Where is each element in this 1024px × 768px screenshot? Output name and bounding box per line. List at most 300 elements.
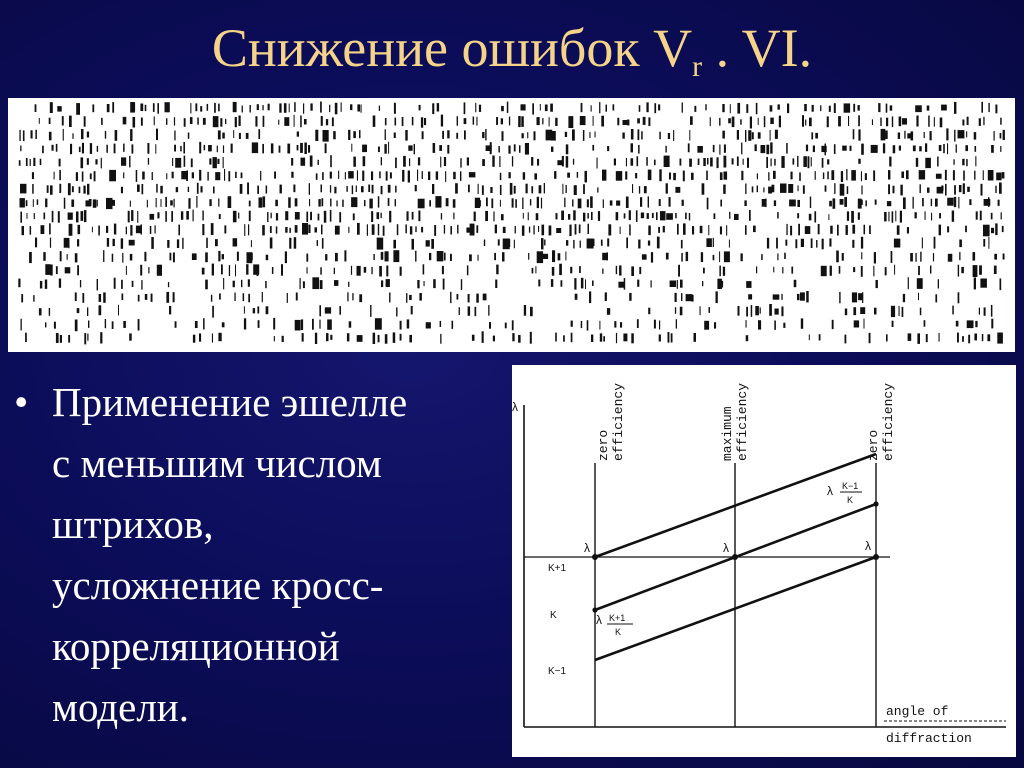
spectrum-line	[575, 294, 578, 300]
spectrum-line	[789, 200, 796, 207]
spectrum-line	[1000, 118, 1002, 125]
spectrum-line	[99, 294, 102, 302]
bullet-line: корреляционной	[52, 623, 340, 669]
spectrum-line	[45, 264, 50, 275]
spectrum-line	[536, 213, 539, 220]
spectrum-line	[581, 321, 583, 328]
spectrum-line	[219, 293, 221, 299]
spectrum-line	[845, 309, 847, 316]
spectrum-line	[907, 133, 910, 138]
spectrum-line	[809, 118, 812, 127]
spectrum-line	[556, 228, 561, 233]
spectrum-line	[107, 238, 109, 247]
spectrum-line	[707, 198, 709, 210]
spectrum-line	[903, 294, 905, 302]
spectrum-line	[223, 278, 224, 289]
spectrum-line	[266, 255, 269, 261]
spectrum-line	[457, 294, 459, 300]
spectrum-line	[133, 117, 136, 128]
spectrum-line	[321, 116, 323, 126]
spectrum-line	[84, 333, 86, 344]
spectrum-line	[570, 267, 572, 274]
spectrum-line	[214, 103, 216, 113]
spectrum-line	[700, 306, 701, 315]
spectrum-line	[692, 226, 694, 234]
spectrum-line	[803, 156, 807, 167]
spectrum-line	[974, 278, 976, 290]
spectrum-line	[442, 131, 444, 139]
spectrum-line	[40, 281, 42, 289]
spectrum-line	[677, 280, 678, 289]
spectrum-line	[682, 200, 684, 206]
spectrum-line	[719, 251, 720, 262]
spectrum-line	[103, 250, 104, 262]
spectrum-line	[329, 105, 330, 112]
spectrum-line	[979, 118, 981, 126]
spectrum-line	[395, 199, 396, 206]
spectrum-line	[948, 254, 953, 262]
spectrum-line	[141, 225, 143, 235]
spectrum-line	[880, 118, 881, 127]
spectrum-line	[388, 185, 391, 193]
spectrum-line	[797, 200, 800, 207]
spectrum-line	[21, 294, 23, 302]
spectrum-line	[294, 115, 295, 127]
spectrum-line	[415, 251, 416, 262]
spectrum-line	[641, 213, 644, 219]
spectrum-line	[138, 319, 140, 330]
spectrum-line	[821, 266, 827, 276]
spectrum-line	[830, 266, 832, 276]
spectrum-line	[212, 334, 213, 343]
spectrum-line	[530, 332, 532, 344]
spectrum-line	[157, 103, 159, 114]
spectrum-line	[956, 321, 959, 327]
spectrum-line	[409, 295, 412, 300]
spectrum-line	[145, 294, 148, 300]
spectrum-line	[429, 253, 431, 260]
spectrum-line	[552, 250, 555, 262]
spectrum-line	[670, 281, 676, 288]
spectrum-line	[246, 133, 249, 139]
spectrum-line	[602, 269, 603, 274]
spectrum-line	[446, 198, 449, 206]
spectrum-line	[237, 252, 239, 261]
spectrum-line	[892, 116, 893, 127]
spectrum-line	[367, 224, 368, 236]
spectrum-line	[673, 173, 676, 180]
spectrum-line	[415, 226, 416, 232]
spectrum-line	[338, 171, 339, 179]
spectrum-line	[939, 145, 942, 151]
spectrum-line	[974, 334, 977, 341]
spectrum-line	[123, 321, 126, 328]
spectrum-line	[295, 212, 300, 220]
spectrum-line	[654, 160, 656, 166]
spectrum-line	[573, 210, 576, 220]
spectrum-line	[752, 132, 754, 139]
spectrum-line	[206, 238, 208, 248]
spectrum-line	[165, 102, 170, 112]
spectrum-line	[579, 266, 581, 273]
spectrum-line	[538, 226, 539, 232]
spectrum-line	[689, 213, 690, 220]
spectrum-line	[737, 103, 740, 114]
spectrum-line	[335, 253, 338, 261]
spectrum-line	[500, 185, 502, 195]
spectrum-line	[479, 105, 481, 112]
spectrum-line	[82, 143, 84, 154]
spectrum-line	[865, 200, 867, 206]
spectrum-line	[285, 251, 287, 263]
spectrum-line	[589, 291, 591, 303]
spectrum-line	[562, 156, 564, 167]
spectrum-line	[76, 103, 80, 115]
spectrum-line	[1002, 226, 1004, 232]
spectrum-line	[746, 320, 747, 328]
spectrum-line	[939, 225, 941, 236]
slide-title-main: Снижение ошибок V	[211, 18, 693, 78]
bullet-marker: •	[14, 379, 29, 425]
spectrum-line	[385, 118, 387, 125]
spectrum-line	[861, 237, 863, 249]
spectrum-line	[631, 333, 634, 343]
spectrum-line	[770, 105, 773, 111]
spectrum-line	[841, 171, 843, 182]
spectrum-line	[555, 118, 557, 126]
spectrum-line	[566, 185, 567, 193]
spectrum-line	[893, 186, 895, 194]
spectrum-line	[100, 332, 102, 343]
spectrum-line	[791, 267, 793, 274]
spectrum-line	[156, 198, 157, 207]
spectrum-line	[808, 156, 810, 168]
spectrum-line	[26, 158, 28, 166]
spectrum-line	[522, 198, 523, 210]
spectrum-line	[213, 116, 219, 127]
spectrum-line	[832, 320, 834, 329]
spectrum-line	[475, 103, 476, 112]
spectrum-line	[320, 102, 322, 113]
spectrum-line	[450, 292, 451, 303]
spectrum-line	[103, 292, 106, 302]
spectrum-line	[381, 186, 383, 194]
spectrum-line	[745, 130, 746, 142]
fraction-lower-denominator: K	[615, 627, 622, 637]
spectrum-line	[833, 198, 836, 208]
spectrum-line	[579, 225, 581, 234]
spectrum-line	[81, 157, 84, 168]
spectrum-line	[308, 225, 310, 233]
spectrum-line	[233, 102, 237, 112]
spectrum-line	[646, 102, 648, 112]
spectrum-line	[243, 293, 245, 301]
spectrum-line	[585, 279, 586, 289]
spectrum-line	[654, 320, 656, 329]
spectrum-line	[885, 267, 887, 275]
spectrum-line	[375, 318, 382, 330]
spectrum-line	[644, 186, 647, 193]
spectrum-line	[251, 240, 252, 247]
spectrum-line	[610, 200, 613, 205]
spectrum-line	[852, 292, 857, 302]
spectrum-line	[121, 280, 123, 289]
spectrum-line	[250, 253, 253, 260]
spectrum-line	[651, 252, 653, 263]
spectrum-line	[341, 102, 342, 111]
spectrum-line	[180, 146, 182, 152]
spectrum-line	[50, 265, 52, 276]
spectrum-line	[436, 171, 438, 179]
spectrum-line	[168, 282, 169, 287]
spectrum-line	[274, 172, 276, 179]
spectrum-line	[755, 144, 757, 151]
spectrum-line	[522, 133, 524, 138]
spectrum-line	[515, 199, 517, 208]
spectrum-line	[482, 132, 484, 138]
spectrum-line	[787, 104, 789, 114]
spectrum-line	[422, 131, 424, 139]
spectrum-line	[105, 319, 106, 328]
spectrum-line	[317, 240, 318, 246]
spectrum-line	[377, 238, 384, 250]
spectrum-line	[455, 183, 458, 193]
spectrum-line	[330, 155, 332, 167]
spectrum-line	[385, 129, 386, 140]
spectrum-line	[805, 226, 811, 234]
spectrum-line	[637, 118, 640, 123]
spectrum-line	[171, 211, 173, 222]
spectrum-line	[639, 186, 640, 194]
spectrum-line	[330, 185, 331, 193]
spectrum-line	[888, 170, 890, 179]
spectrum-line	[57, 106, 61, 112]
spectrum-line	[591, 335, 593, 343]
spectrum-line	[892, 321, 894, 327]
spectrum-line	[574, 185, 577, 195]
spectrum-line	[673, 130, 674, 141]
spectrum-line	[749, 210, 751, 221]
spectrum-line	[659, 169, 661, 181]
spectrum-line	[542, 225, 545, 236]
spectrum-line	[350, 104, 352, 110]
spectrum-line	[282, 336, 284, 342]
spectrum-line	[512, 333, 514, 341]
spectrum-line	[98, 226, 100, 236]
spectrum-line	[275, 200, 278, 207]
spectrum-line	[434, 225, 436, 236]
spectrum-line	[415, 185, 417, 191]
spectrum-line	[138, 295, 140, 302]
spectrum-line	[557, 160, 562, 165]
spectrum-line	[319, 320, 320, 329]
spectrum-line	[421, 227, 423, 233]
spectrum-line	[565, 132, 567, 137]
spectrum-line	[562, 184, 563, 194]
spectrum-line	[373, 116, 376, 127]
spectrum-line	[766, 145, 769, 155]
spectrum-line	[530, 199, 531, 205]
spectrum-line	[585, 171, 588, 183]
spectrum-line	[56, 266, 58, 274]
spectrum-line	[59, 159, 61, 167]
spectrum-line	[400, 267, 402, 276]
spectrum-line	[62, 116, 64, 125]
spectrum-line	[537, 159, 539, 166]
spectrum-line	[928, 116, 930, 127]
spectrum-line	[439, 145, 442, 151]
spectrum-line	[883, 143, 885, 153]
spectrum-line	[723, 267, 725, 276]
spectrum-line	[850, 146, 852, 151]
spectrum-line	[748, 130, 751, 141]
spectrum-line	[203, 118, 206, 125]
spectrum-line	[801, 318, 803, 328]
spectrum-line	[666, 213, 673, 220]
spectrum-line	[92, 104, 94, 112]
spectrum-line	[309, 183, 310, 195]
spectrum-line	[166, 292, 169, 303]
spectrum-line	[247, 183, 249, 195]
spectrum-line	[190, 117, 193, 124]
spectrum-line	[762, 199, 766, 207]
spectrum-line	[90, 173, 92, 179]
spectrum-line	[734, 214, 739, 220]
spectrum-line	[479, 200, 481, 206]
spectrum-line	[347, 292, 348, 301]
spectrum-line	[682, 103, 683, 113]
spectrum-line	[625, 171, 627, 179]
spectrum-line	[424, 281, 425, 286]
spectrum-line	[44, 213, 46, 220]
spectrum-line	[406, 293, 407, 303]
spectrum-line	[1000, 146, 1001, 152]
spectrum-line	[834, 103, 836, 113]
spectrum-line	[199, 333, 201, 341]
spectrum-line	[769, 304, 772, 316]
spectrum-line	[153, 103, 155, 112]
spectrum-line	[221, 264, 223, 274]
spectrum-line	[563, 335, 565, 341]
spectrum-line	[781, 307, 783, 317]
spectrum-line	[658, 227, 660, 233]
spectrum-line	[440, 334, 441, 344]
spectrum-line	[660, 211, 666, 220]
spectrum-line	[717, 279, 722, 289]
spectrum-line	[656, 212, 658, 220]
spectrum-line	[188, 133, 190, 139]
spectrum-line	[394, 103, 396, 114]
spectrum-line	[744, 200, 746, 206]
spectrum-line	[68, 183, 71, 195]
spectrum-line	[390, 172, 392, 178]
spectrum-line	[106, 145, 108, 153]
spectrum-line	[726, 225, 727, 235]
spectrum-line	[801, 239, 804, 247]
x-axis-label-line2: diffraction	[886, 731, 972, 746]
spectrum-line	[58, 211, 60, 223]
spectrum-line	[215, 172, 220, 180]
spectrum-line	[587, 213, 589, 219]
spectrum-line	[112, 102, 114, 113]
spectrum-line	[941, 186, 943, 191]
spectrum-line	[861, 252, 862, 259]
spectrum-line	[947, 198, 953, 206]
spectrum-line	[272, 267, 274, 274]
spectrum-line	[235, 117, 237, 127]
spectrum-line	[491, 199, 493, 209]
spectrum-line	[50, 102, 53, 113]
spectrum-line	[952, 211, 954, 222]
spectrum-line	[419, 293, 422, 301]
spectrum-line	[79, 187, 81, 194]
point-right-middle	[873, 501, 878, 506]
spectrum-line	[958, 265, 959, 277]
spectrum-line	[648, 117, 650, 126]
fraction-upper-denominator: K	[847, 495, 854, 505]
spectrum-line	[444, 253, 446, 261]
spectrum-line	[775, 130, 778, 139]
spectrum-line	[233, 130, 234, 138]
spectrum-line	[152, 172, 153, 180]
spectrum-line	[743, 159, 744, 165]
spectrum-line	[315, 333, 317, 344]
spectrum-line	[642, 254, 647, 259]
spectrum-line	[721, 281, 723, 288]
spectrum-line	[526, 184, 528, 194]
spectrum-line	[137, 211, 138, 223]
spectrum-line	[790, 226, 792, 236]
spectrum-line	[87, 184, 89, 195]
spectrum-line	[165, 211, 167, 222]
spectrum-line	[858, 105, 860, 111]
spectrum-line	[632, 184, 633, 193]
spectrum-line	[207, 104, 209, 111]
spectrum-line	[25, 333, 27, 342]
spectrum-line	[537, 117, 540, 125]
spectrum-line	[202, 211, 203, 221]
spectrum-line	[862, 292, 863, 303]
spectrum-line	[228, 171, 230, 181]
spectrum-line	[922, 198, 924, 206]
spectrum-line	[437, 103, 439, 111]
spectrum-line	[114, 224, 116, 235]
spectrum-line	[468, 306, 471, 315]
spectrum-line	[142, 184, 144, 194]
spectrum-line	[128, 211, 130, 223]
spectrum-line	[285, 211, 288, 220]
spectrum-line	[772, 185, 775, 193]
spectrum-line	[847, 186, 849, 194]
spectrum-line	[445, 171, 446, 182]
spectrum-line	[878, 103, 880, 112]
spectrum-line	[49, 118, 51, 124]
spectrum-line	[996, 173, 1001, 181]
spectrum-line	[393, 240, 396, 249]
spectrum-line	[114, 144, 116, 154]
spectrum-line	[364, 200, 366, 206]
spectrum-line	[683, 223, 686, 234]
spectrum-line	[680, 307, 683, 316]
spectrum-line	[267, 212, 268, 222]
spectrum-line	[80, 280, 81, 287]
spectrum-line	[20, 146, 21, 152]
spectrum-line	[525, 143, 529, 155]
spectrum-line	[758, 132, 761, 138]
spectrum-line	[378, 224, 379, 235]
spectrum-line	[975, 156, 976, 166]
spectrum-line	[302, 333, 304, 342]
